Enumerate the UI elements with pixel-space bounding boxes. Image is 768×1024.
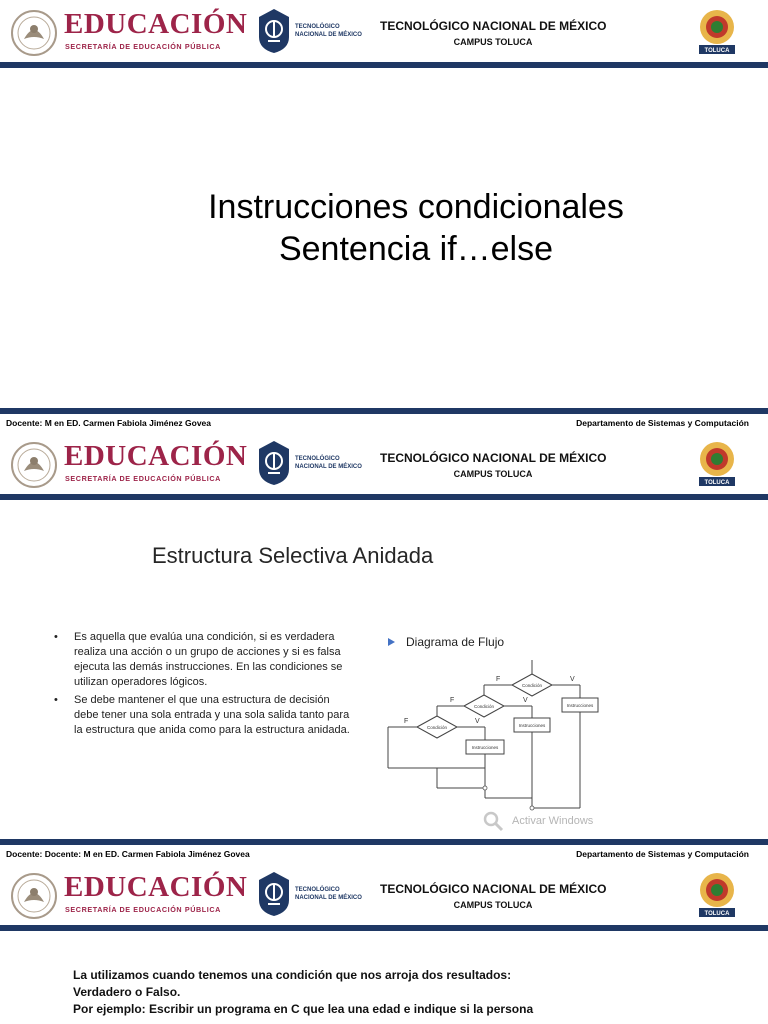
bullet-list	[52, 630, 357, 741]
tecnm-text-line2: NACIONAL DE MÉXICO	[295, 895, 362, 901]
flow-true-mark: V	[523, 697, 528, 704]
toluca-logo-icon	[694, 7, 740, 57]
flow-false-mark: F	[450, 697, 455, 704]
flow-false-mark: F	[496, 676, 501, 683]
campus-name: CAMPUS TOLUCA	[453, 37, 533, 47]
tecnm-text-line1: TECNOLÓGICO	[295, 887, 340, 893]
slide-footer	[0, 839, 768, 863]
slide-header	[0, 0, 768, 62]
header-bar	[0, 494, 768, 500]
bullet-dot-icon: •	[54, 694, 58, 706]
slide-3	[0, 863, 768, 1024]
header-bar	[0, 925, 768, 931]
list-item	[52, 630, 357, 690]
education-wordmark: EDUCACIÓN	[64, 440, 248, 472]
flowchart-diagram	[378, 658, 600, 818]
slide-title-line2: Sentencia if…else	[278, 230, 554, 268]
flow-false-mark: F	[404, 718, 409, 725]
flow-instructions-label: Instrucciones	[471, 745, 499, 750]
footer-teacher: Docente: M en ED. Carmen Fabiola Jiménez Govea	[6, 418, 212, 428]
national-seal-icon	[10, 872, 58, 920]
tecnm-logo-icon	[256, 439, 292, 487]
education-wordmark: EDUCACIÓN	[64, 8, 248, 40]
national-seal-icon	[10, 441, 58, 489]
institution-name: TECNOLÓGICO NACIONAL DE MÉXICO	[380, 19, 607, 33]
footer-bar	[0, 408, 768, 414]
slide-title	[0, 186, 768, 270]
tecnm-text-line1: TECNOLÓGICO	[295, 456, 340, 462]
slide-header	[0, 863, 768, 925]
watermark-key-icon	[482, 810, 504, 832]
flow-instructions-label: Instrucciones	[518, 723, 546, 728]
education-wordmark: EDUCACIÓN	[64, 871, 248, 903]
toluca-logo-text: TOLUCA	[704, 480, 730, 486]
national-seal-icon	[10, 9, 58, 57]
slide-header	[0, 432, 768, 494]
tecnm-logo-icon	[256, 870, 292, 918]
footer-department: Departamento de Sistemas y Computación	[576, 849, 749, 859]
slide-footer	[0, 408, 768, 432]
flow-true-mark: V	[475, 718, 480, 725]
tecnm-logo-icon	[256, 7, 292, 55]
flow-condition-label: Condición	[521, 683, 543, 688]
header-bar	[0, 62, 768, 68]
slide-1	[0, 0, 768, 432]
tecnm-text-line2: NACIONAL DE MÉXICO	[295, 32, 362, 38]
institution-name: TECNOLÓGICO NACIONAL DE MÉXICO	[380, 882, 607, 896]
body-line: La utilizamos cuando tenemos una condición que nos arroja dos resultados:	[73, 968, 512, 982]
flow-condition-label: Condición	[426, 725, 448, 730]
toluca-logo-icon	[694, 439, 740, 489]
flow-instructions-label: Instrucciones	[566, 703, 594, 708]
slide-title: Estructura Selectiva Anidada	[152, 543, 434, 568]
education-subtitle: SECRETARÍA DE EDUCACIÓN PÚBLICA	[65, 905, 221, 914]
flow-condition-label: Condición	[473, 704, 495, 709]
slide-body-text	[73, 967, 673, 1018]
flow-true-mark: V	[570, 676, 575, 683]
education-subtitle: SECRETARÍA DE EDUCACIÓN PÚBLICA	[65, 474, 221, 483]
body-line: Por ejemplo: Escribir un programa en C que lea una edad e indique si la persona	[73, 1002, 534, 1016]
bullet-dot-icon: •	[54, 631, 58, 643]
campus-name: CAMPUS TOLUCA	[453, 900, 533, 910]
body-line: Verdadero o Falso.	[73, 985, 181, 999]
diagram-label: Diagrama de Flujo	[406, 635, 505, 649]
education-subtitle: SECRETARÍA DE EDUCACIÓN PÚBLICA	[65, 42, 221, 51]
institution-name: TECNOLÓGICO NACIONAL DE MÉXICO	[380, 451, 607, 465]
tecnm-text-line2: NACIONAL DE MÉXICO	[295, 464, 362, 470]
footer-bar	[0, 839, 768, 845]
tecnm-text-line1: TECNOLÓGICO	[295, 24, 340, 30]
slide-2	[0, 432, 768, 863]
toluca-logo-text: TOLUCA	[704, 48, 730, 54]
activate-windows-watermark: Activar Windows	[512, 815, 594, 827]
footer-teacher: Docente: Docente: M en ED. Carmen Fabiola Jiménez Govea	[6, 849, 250, 859]
bullet-text: Se debe mantener el que una estructura de decisión debe tener una sola entrada y una sola salida tanto para la estructura que anida como para la estructura anidada.	[74, 694, 350, 736]
triangle-bullet-icon	[388, 638, 395, 646]
toluca-logo-icon	[694, 870, 740, 920]
campus-name: CAMPUS TOLUCA	[453, 469, 533, 479]
list-item	[52, 693, 357, 738]
bullet-text: Es aquella que evalúa una condición, si es verdadera realiza una acción o un grupo de acciones y si es falsa ejecuta las demás instrucciones. En las condiciones se utilizan operadores lógicos.	[74, 631, 343, 688]
slide-title-line1: Instrucciones condicionales	[208, 188, 624, 226]
footer-department: Departamento de Sistemas y Computación	[576, 418, 749, 428]
toluca-logo-text: TOLUCA	[704, 911, 730, 917]
